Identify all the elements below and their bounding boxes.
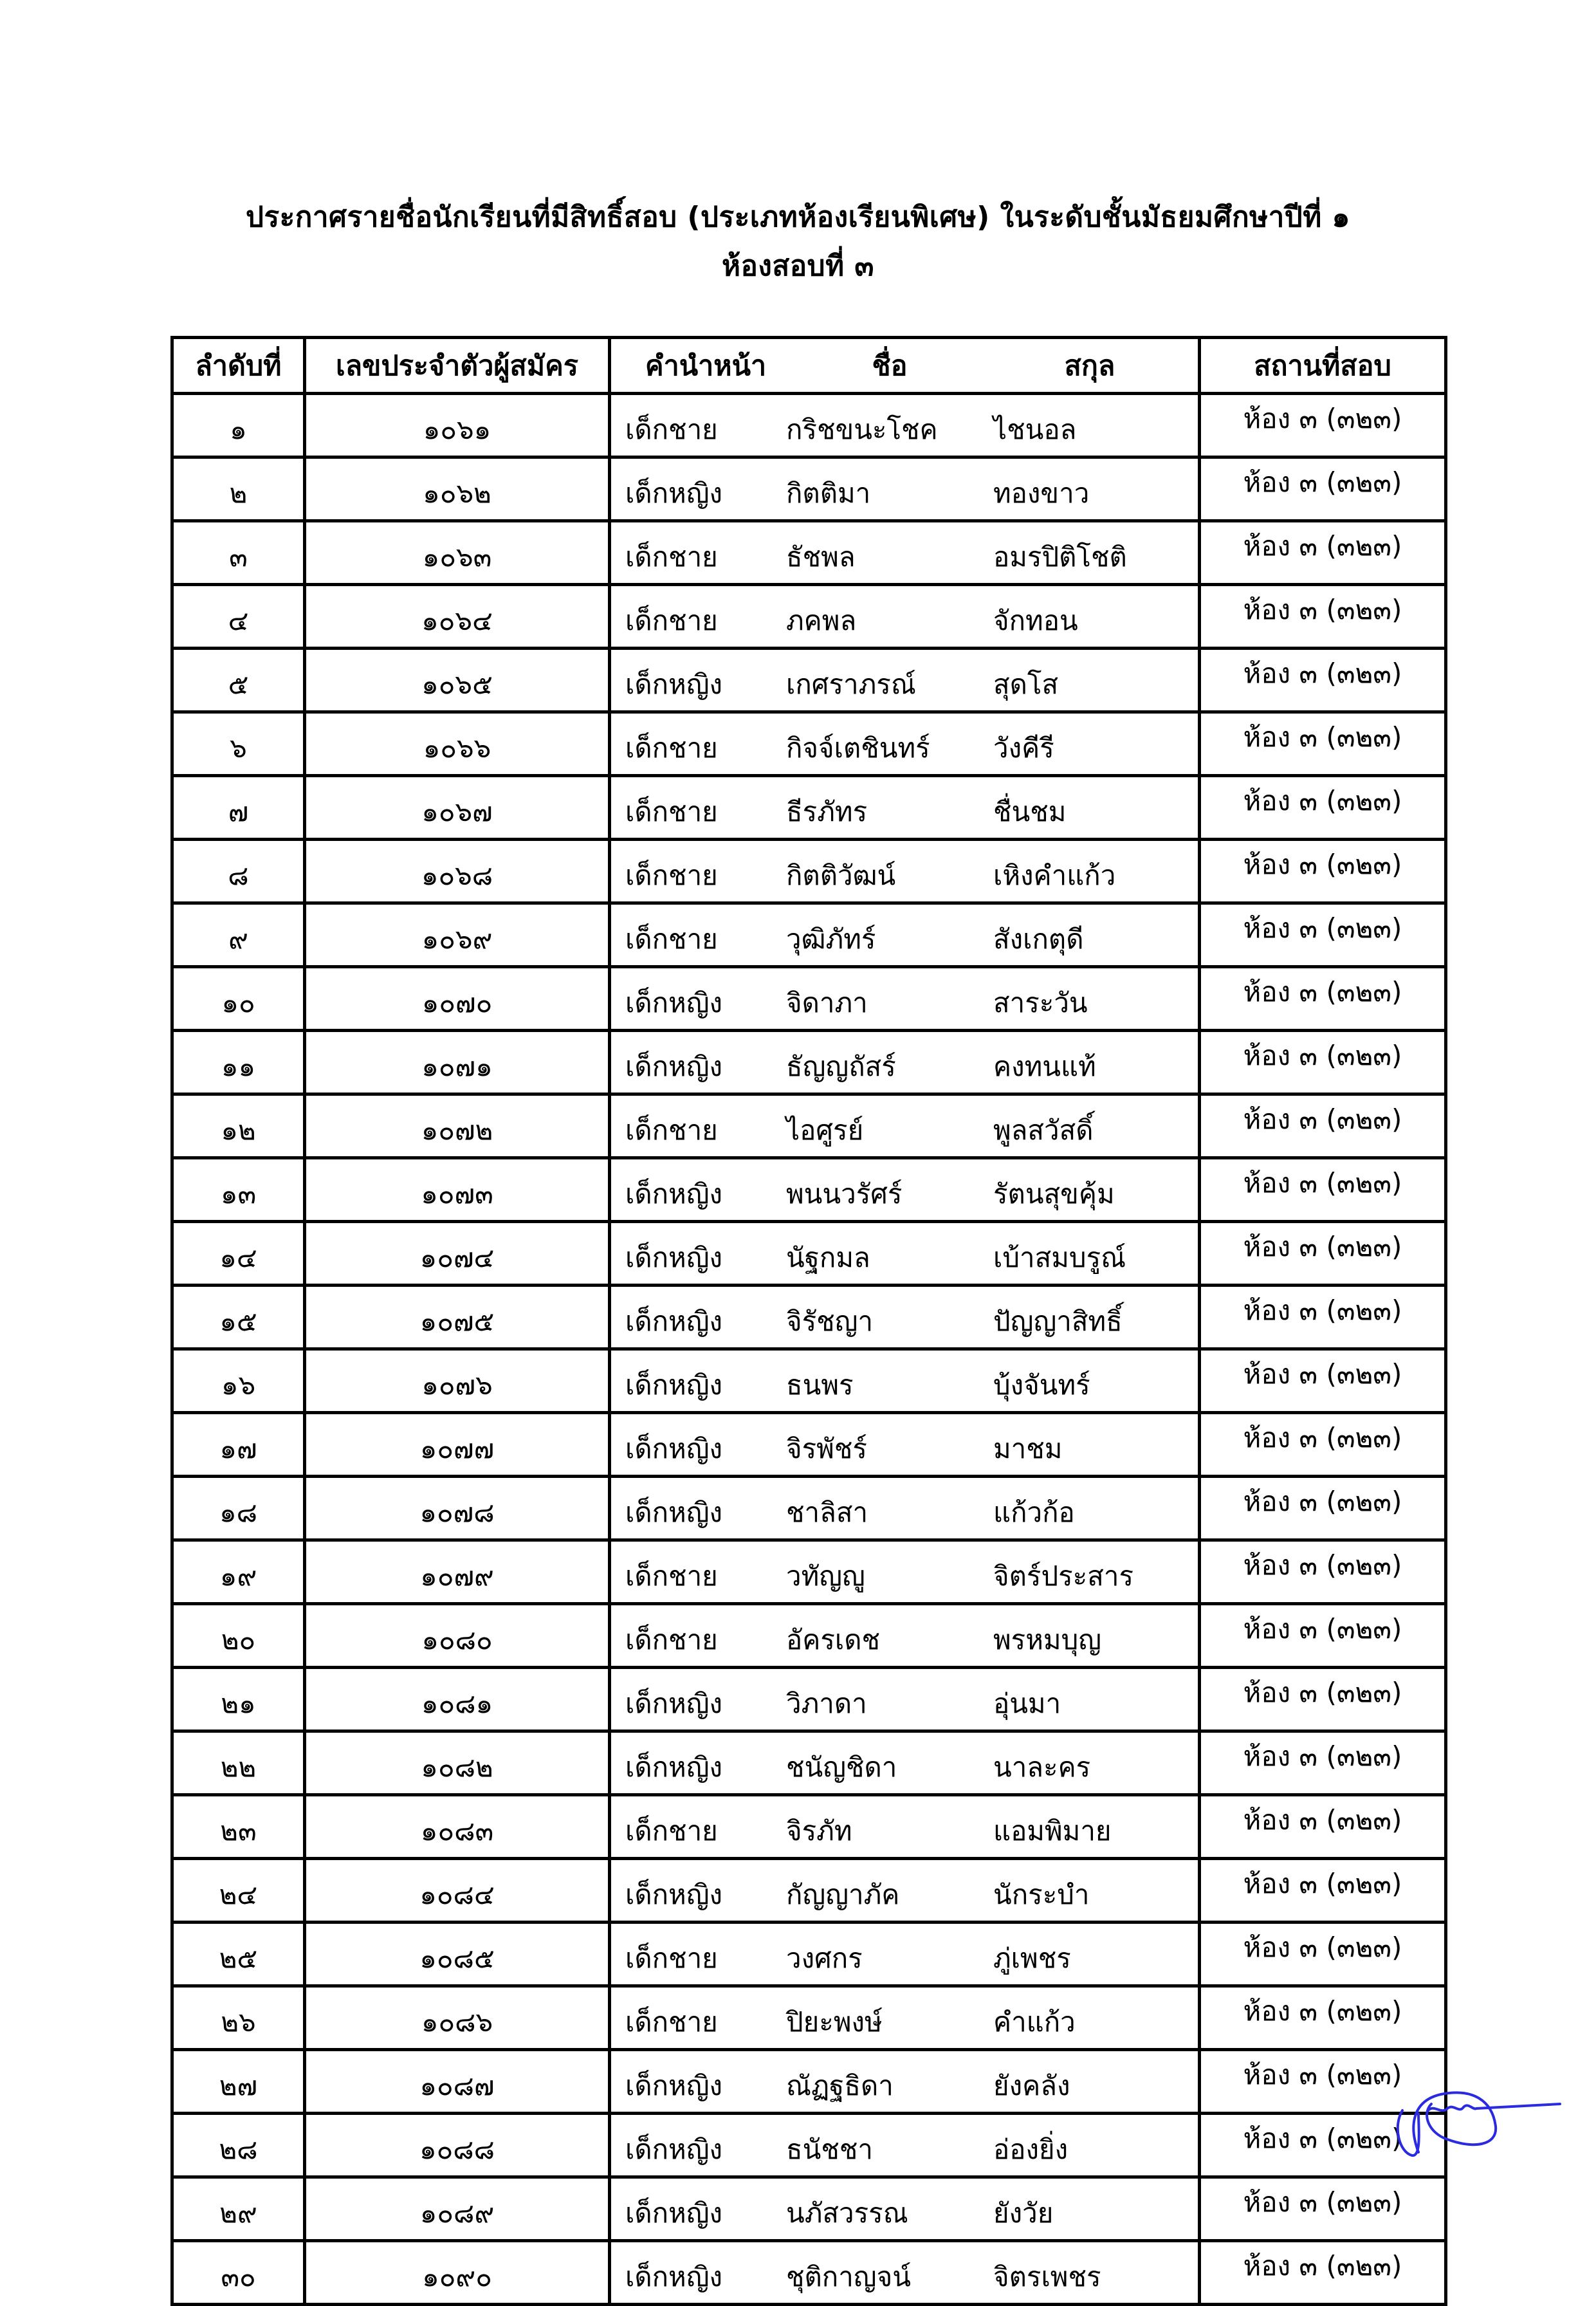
cell-last-name: พูลสวัสดิ์ [993, 1114, 1094, 1146]
cell-last-name: รัตนสุขคุ้ม [993, 1178, 1115, 1210]
cell-location: ห้อง ๓ (๓๒๓) [1200, 2241, 1446, 2305]
header-last-name: สกุล [1064, 350, 1115, 382]
cell-seq: ๑๒ [172, 1094, 305, 1158]
cell-seq: ๑๖ [172, 1349, 305, 1413]
cell-seq: ๓ [172, 521, 305, 585]
cell-applicant-id: ๑๐๗๖ [305, 1349, 610, 1413]
cell-applicant-id: ๑๐๗๘ [305, 1477, 610, 1540]
cell-name-group [610, 394, 1200, 457]
cell-prefix: เด็กหญิง [625, 2134, 723, 2165]
table-row [172, 1540, 1446, 1604]
table-row [172, 840, 1446, 903]
cell-applicant-id: ๑๐๘๖ [305, 1986, 610, 2050]
cell-prefix: เด็กชาย [625, 923, 718, 955]
cell-prefix: เด็กหญิง [625, 2261, 723, 2292]
document-title-block [0, 193, 1596, 291]
cell-location: ห้อง ๓ (๓๒๓) [1200, 712, 1446, 776]
table-row [172, 1286, 1446, 1349]
cell-applicant-id: ๑๐๘๐ [305, 1604, 610, 1668]
cell-name-group [610, 967, 1200, 1031]
table-row [172, 1668, 1446, 1731]
cell-prefix: เด็กชาย [625, 541, 718, 573]
cell-applicant-id: ๑๐๖๘ [305, 840, 610, 903]
cell-applicant-id: ๑๐๗๐ [305, 967, 610, 1031]
cell-applicant-id: ๑๐๗๙ [305, 1540, 610, 1604]
cell-location: ห้อง ๓ (๓๒๓) [1200, 2177, 1446, 2241]
cell-seq: ๒๐ [172, 1604, 305, 1668]
cell-prefix: เด็กหญิง [625, 1051, 723, 1082]
cell-name-group [610, 1668, 1200, 1731]
cell-name-group [610, 2050, 1200, 2114]
cell-location: ห้อง ๓ (๓๒๓) [1200, 1222, 1446, 1286]
cell-seq: ๑๔ [172, 1222, 305, 1286]
cell-location: ห้อง ๓ (๓๒๓) [1200, 1094, 1446, 1158]
cell-last-name: บุ้งจันทร์ [993, 1369, 1090, 1401]
cell-seq: ๖ [172, 712, 305, 776]
cell-location: ห้อง ๓ (๓๒๓) [1200, 1031, 1446, 1094]
student-roster-table [170, 336, 1447, 2306]
table-row [172, 712, 1446, 776]
header-applicant-id: เลขประจำตัวผู้สมัคร [305, 338, 610, 394]
cell-name-group [610, 457, 1200, 521]
cell-prefix: เด็กหญิง [625, 1497, 723, 1528]
cell-location: ห้อง ๓ (๓๒๓) [1200, 1477, 1446, 1540]
cell-last-name: ภู่เพชร [993, 1942, 1071, 1974]
cell-location: ห้อง ๓ (๓๒๓) [1200, 585, 1446, 649]
cell-last-name: ทองขาว [993, 477, 1090, 509]
cell-name-group [610, 2177, 1200, 2241]
cell-seq: ๑๘ [172, 1477, 305, 1540]
cell-last-name: สุดโส [993, 669, 1059, 700]
cell-seq: ๒๕ [172, 1923, 305, 1986]
table-row [172, 521, 1446, 585]
cell-last-name: จักทอน [993, 605, 1078, 636]
cell-first-name: อัครเดช [786, 1624, 881, 1656]
cell-name-group [610, 1795, 1200, 1859]
cell-applicant-id: ๑๐๖๖ [305, 712, 610, 776]
cell-last-name: จิตร์ประสาร [993, 1560, 1133, 1592]
cell-first-name: ชนัญชิดา [786, 1751, 897, 1783]
cell-seq: ๒๒ [172, 1731, 305, 1795]
table-row [172, 967, 1446, 1031]
cell-location: ห้อง ๓ (๓๒๓) [1200, 394, 1446, 457]
cell-name-group [610, 1031, 1200, 1094]
table-row [172, 903, 1446, 967]
signature-icon [1383, 2075, 1576, 2178]
cell-name-group [610, 2241, 1200, 2305]
cell-name-group [610, 1859, 1200, 1923]
cell-name-group [610, 649, 1200, 712]
cell-first-name: กัญญาภัค [786, 1879, 900, 1910]
table-row [172, 1604, 1446, 1668]
cell-seq: ๑ [172, 394, 305, 457]
table-row [172, 1986, 1446, 2050]
cell-prefix: เด็กหญิง [625, 2197, 723, 2229]
table-row [172, 2241, 1446, 2305]
cell-first-name: กิตติมา [786, 477, 871, 509]
cell-prefix: เด็กชาย [625, 2006, 718, 2038]
cell-applicant-id: ๑๐๗๓ [305, 1158, 610, 1222]
cell-name-group [610, 776, 1200, 840]
cell-first-name: ธีรภัทร [786, 796, 868, 827]
cell-first-name: ภคพล [786, 605, 857, 636]
cell-name-group [610, 1222, 1200, 1286]
cell-first-name: กริชขนะโชค [786, 414, 938, 445]
cell-first-name: จิรภัท [786, 1815, 852, 1847]
cell-prefix: เด็กหญิง [625, 1242, 723, 1273]
table-row [172, 649, 1446, 712]
cell-first-name: นัฐกมล [786, 1242, 870, 1273]
cell-last-name: ยังวัย [993, 2197, 1054, 2229]
table-row [172, 1923, 1446, 1986]
cell-first-name: ณัฏฐธิดา [786, 2070, 894, 2101]
cell-prefix: เด็กชาย [625, 605, 718, 636]
cell-first-name: ธนัชชา [786, 2134, 873, 2165]
cell-applicant-id: ๑๐๘๘ [305, 2114, 610, 2177]
cell-first-name: กิจจ์เตชินทร์ [786, 732, 930, 764]
cell-applicant-id: ๑๐๘๒ [305, 1731, 610, 1795]
cell-name-group [610, 1923, 1200, 1986]
cell-first-name: กิตติวัฒน์ [786, 860, 896, 891]
cell-last-name: จิตรเพชร [993, 2261, 1101, 2292]
cell-name-group [610, 1413, 1200, 1477]
cell-last-name: ชื่นชม [993, 796, 1067, 827]
cell-first-name: วุฒิภัทร์ [786, 923, 876, 955]
cell-last-name: สาระวัน [993, 987, 1088, 1019]
document-title: ประกาศรายชื่อนักเรียนที่มีสิทธิ์สอบ (ประเภทห้องเรียนพิเศษ) ในระดับชั้นมัธยมศึกษาปีที่ ๑ [246, 201, 1350, 234]
cell-location: ห้อง ๓ (๓๒๓) [1200, 1158, 1446, 1222]
cell-last-name: ไชนอล [993, 414, 1077, 445]
cell-applicant-id: ๑๐๗๔ [305, 1222, 610, 1286]
cell-seq: ๒๓ [172, 1795, 305, 1859]
cell-prefix: เด็กหญิง [625, 1305, 723, 1337]
table-row [172, 1859, 1446, 1923]
cell-first-name: พนนวรัศร์ [786, 1178, 903, 1210]
header-prefix: คำนำหน้า [645, 350, 767, 382]
table-row [172, 1094, 1446, 1158]
cell-location: ห้อง ๓ (๓๒๓) [1200, 2050, 1446, 2114]
cell-location: ห้อง ๓ (๓๒๓) [1200, 649, 1446, 712]
table-row [172, 1031, 1446, 1094]
cell-name-group [610, 1349, 1200, 1413]
cell-prefix: เด็กหญิง [625, 1178, 723, 1210]
table-header-row [172, 338, 1446, 394]
table-row [172, 1349, 1446, 1413]
cell-last-name: แอมพิมาย [993, 1815, 1112, 1847]
cell-applicant-id: ๑๐๖๒ [305, 457, 610, 521]
cell-first-name: วงศกร [786, 1942, 863, 1974]
cell-applicant-id: ๑๐๘๙ [305, 2177, 610, 2241]
cell-seq: ๑๓ [172, 1158, 305, 1222]
cell-prefix: เด็กหญิง [625, 1879, 723, 1910]
cell-name-group [610, 1094, 1200, 1158]
cell-last-name: อมรปิติโชติ [993, 541, 1127, 573]
cell-first-name: ธัญญถัสร์ [786, 1051, 896, 1082]
cell-name-group [610, 2114, 1200, 2177]
cell-first-name: วิภาดา [786, 1688, 867, 1719]
cell-applicant-id: ๑๐๙๐ [305, 2241, 610, 2305]
cell-location: ห้อง ๓ (๓๒๓) [1200, 457, 1446, 521]
cell-seq: ๒๘ [172, 2114, 305, 2177]
cell-applicant-id: ๑๐๗๒ [305, 1094, 610, 1158]
cell-seq: ๓๐ [172, 2241, 305, 2305]
cell-prefix: เด็กหญิง [625, 477, 723, 509]
cell-location: ห้อง ๓ (๓๒๓) [1200, 1413, 1446, 1477]
cell-seq: ๙ [172, 903, 305, 967]
table-row [172, 1477, 1446, 1540]
cell-applicant-id: ๑๐๗๕ [305, 1286, 610, 1349]
cell-last-name: อุ่นมา [993, 1688, 1061, 1719]
cell-last-name: เหิงคำแก้ว [993, 860, 1116, 891]
cell-name-group [610, 1477, 1200, 1540]
cell-applicant-id: ๑๐๖๑ [305, 394, 610, 457]
cell-prefix: เด็กหญิง [625, 1688, 723, 1719]
cell-applicant-id: ๑๐๖๗ [305, 776, 610, 840]
cell-name-group [610, 1731, 1200, 1795]
cell-location: ห้อง ๓ (๓๒๓) [1200, 1604, 1446, 1668]
cell-seq: ๑๗ [172, 1413, 305, 1477]
cell-applicant-id: ๑๐๘๑ [305, 1668, 610, 1731]
cell-location: ห้อง ๓ (๓๒๓) [1200, 1795, 1446, 1859]
cell-name-group [610, 1986, 1200, 2050]
cell-last-name: อ่องยิ่ง [993, 2134, 1069, 2165]
cell-name-group [610, 521, 1200, 585]
cell-seq: ๔ [172, 585, 305, 649]
cell-seq: ๒๗ [172, 2050, 305, 2114]
cell-seq: ๒๖ [172, 1986, 305, 2050]
cell-location: ห้อง ๓ (๓๒๓) [1200, 776, 1446, 840]
table-row [172, 1795, 1446, 1859]
cell-last-name: นาละคร [993, 1751, 1091, 1783]
cell-name-group [610, 585, 1200, 649]
cell-seq: ๑๙ [172, 1540, 305, 1604]
cell-applicant-id: ๑๐๘๕ [305, 1923, 610, 1986]
cell-first-name: วทัญญู [786, 1560, 865, 1592]
cell-location: ห้อง ๓ (๓๒๓) [1200, 1986, 1446, 2050]
cell-prefix: เด็กหญิง [625, 669, 723, 700]
cell-applicant-id: ๑๐๖๓ [305, 521, 610, 585]
cell-prefix: เด็กหญิง [625, 1369, 723, 1401]
cell-name-group [610, 1158, 1200, 1222]
cell-location: ห้อง ๓ (๓๒๓) [1200, 1859, 1446, 1923]
cell-applicant-id: ๑๐๘๔ [305, 1859, 610, 1923]
cell-prefix: เด็กชาย [625, 1815, 718, 1847]
cell-first-name: ชุติกาญจน์ [786, 2261, 911, 2292]
table-row [172, 1731, 1446, 1795]
cell-seq: ๒ [172, 457, 305, 521]
cell-first-name: จิรพัชร์ [786, 1433, 867, 1464]
cell-prefix: เด็กชาย [625, 732, 718, 764]
cell-first-name: ธัชพล [786, 541, 856, 573]
cell-last-name: พรหมบุญ [993, 1624, 1102, 1656]
table-row [172, 585, 1446, 649]
exam-room-subtitle: ห้องสอบที่ ๓ [721, 250, 875, 282]
cell-seq: ๑๑ [172, 1031, 305, 1094]
cell-first-name: ธนพร [786, 1369, 854, 1401]
cell-prefix: เด็กชาย [625, 1624, 718, 1656]
header-first-name: ชื่อ [872, 350, 908, 382]
header-location: สถานที่สอบ [1200, 338, 1446, 394]
cell-seq: ๒๔ [172, 1859, 305, 1923]
table-row [172, 2114, 1446, 2177]
table-row [172, 2177, 1446, 2241]
cell-location: ห้อง ๓ (๓๒๓) [1200, 903, 1446, 967]
cell-name-group [610, 1604, 1200, 1668]
cell-name-group [610, 903, 1200, 967]
cell-location: ห้อง ๓ (๓๒๓) [1200, 840, 1446, 903]
cell-applicant-id: ๑๐๗๑ [305, 1031, 610, 1094]
cell-prefix: เด็กชาย [625, 1942, 718, 1974]
cell-first-name: จิรัชญา [786, 1305, 874, 1337]
cell-first-name: เกศราภรณ์ [786, 669, 916, 700]
cell-first-name: ชาลิสา [786, 1497, 868, 1528]
cell-name-group [610, 1540, 1200, 1604]
cell-location: ห้อง ๓ (๓๒๓) [1200, 1668, 1446, 1731]
cell-last-name: คำแก้ว [993, 2006, 1076, 2038]
cell-applicant-id: ๑๐๘๓ [305, 1795, 610, 1859]
cell-prefix: เด็กหญิง [625, 1433, 723, 1464]
cell-prefix: เด็กหญิง [625, 987, 723, 1019]
cell-location: ห้อง ๓ (๓๒๓) [1200, 1286, 1446, 1349]
table-row [172, 1413, 1446, 1477]
cell-applicant-id: ๑๐๘๗ [305, 2050, 610, 2114]
cell-last-name: เบ้าสมบรูณ์ [993, 1242, 1126, 1273]
cell-last-name: นักระบำ [993, 1879, 1090, 1910]
cell-applicant-id: ๑๐๖๙ [305, 903, 610, 967]
cell-name-group [610, 840, 1200, 903]
cell-seq: ๘ [172, 840, 305, 903]
cell-last-name: วังคีรี [993, 732, 1054, 764]
header-seq: ลำดับที่ [172, 338, 305, 394]
cell-location: ห้อง ๓ (๓๒๓) [1200, 521, 1446, 585]
cell-prefix: เด็กชาย [625, 414, 718, 445]
cell-seq: ๗ [172, 776, 305, 840]
cell-location: ห้อง ๓ (๓๒๓) [1200, 1731, 1446, 1795]
cell-last-name: คงทนแท้ [993, 1051, 1096, 1082]
cell-seq: ๒๙ [172, 2177, 305, 2241]
table-row [172, 457, 1446, 521]
cell-last-name: มาชม [993, 1433, 1063, 1464]
cell-last-name: ปัญญาสิทธิ์ [993, 1305, 1123, 1337]
cell-location: ห้อง ๓ (๓๒๓) [1200, 1540, 1446, 1604]
cell-first-name: ไอศูรย์ [786, 1114, 864, 1146]
cell-applicant-id: ๑๐๖๕ [305, 649, 610, 712]
cell-location: ห้อง ๓ (๓๒๓) [1200, 1349, 1446, 1413]
table-row [172, 1222, 1446, 1286]
cell-first-name: นภัสวรรณ [786, 2197, 908, 2229]
table-row [172, 2050, 1446, 2114]
table-row [172, 394, 1446, 457]
cell-first-name: ปิยะพงษ์ [786, 2006, 883, 2038]
cell-seq: ๑๐ [172, 967, 305, 1031]
cell-seq: ๒๑ [172, 1668, 305, 1731]
cell-prefix: เด็กหญิง [625, 1751, 723, 1783]
cell-prefix: เด็กชาย [625, 860, 718, 891]
cell-name-group [610, 1286, 1200, 1349]
cell-name-group [610, 712, 1200, 776]
cell-prefix: เด็กหญิง [625, 2070, 723, 2101]
signature-stroke [1398, 2092, 1560, 2155]
cell-prefix: เด็กชาย [625, 1114, 718, 1146]
table-row [172, 1158, 1446, 1222]
cell-applicant-id: ๑๐๖๔ [305, 585, 610, 649]
cell-prefix: เด็กชาย [625, 1560, 718, 1592]
cell-prefix: เด็กชาย [625, 796, 718, 827]
table-body [172, 394, 1446, 2305]
cell-first-name: จิดาภา [786, 987, 868, 1019]
table-row [172, 776, 1446, 840]
cell-last-name: ยังคลัง [993, 2070, 1070, 2101]
cell-last-name: สังเกตุดี [993, 923, 1084, 955]
cell-location: ห้อง ๓ (๓๒๓) [1200, 1923, 1446, 1986]
cell-seq: ๑๕ [172, 1286, 305, 1349]
cell-location: ห้อง ๓ (๓๒๓) [1200, 2114, 1446, 2177]
cell-location: ห้อง ๓ (๓๒๓) [1200, 967, 1446, 1031]
cell-seq: ๕ [172, 649, 305, 712]
cell-last-name: แก้วก้อ [993, 1497, 1075, 1528]
cell-applicant-id: ๑๐๗๗ [305, 1413, 610, 1477]
header-name-group [610, 338, 1200, 394]
